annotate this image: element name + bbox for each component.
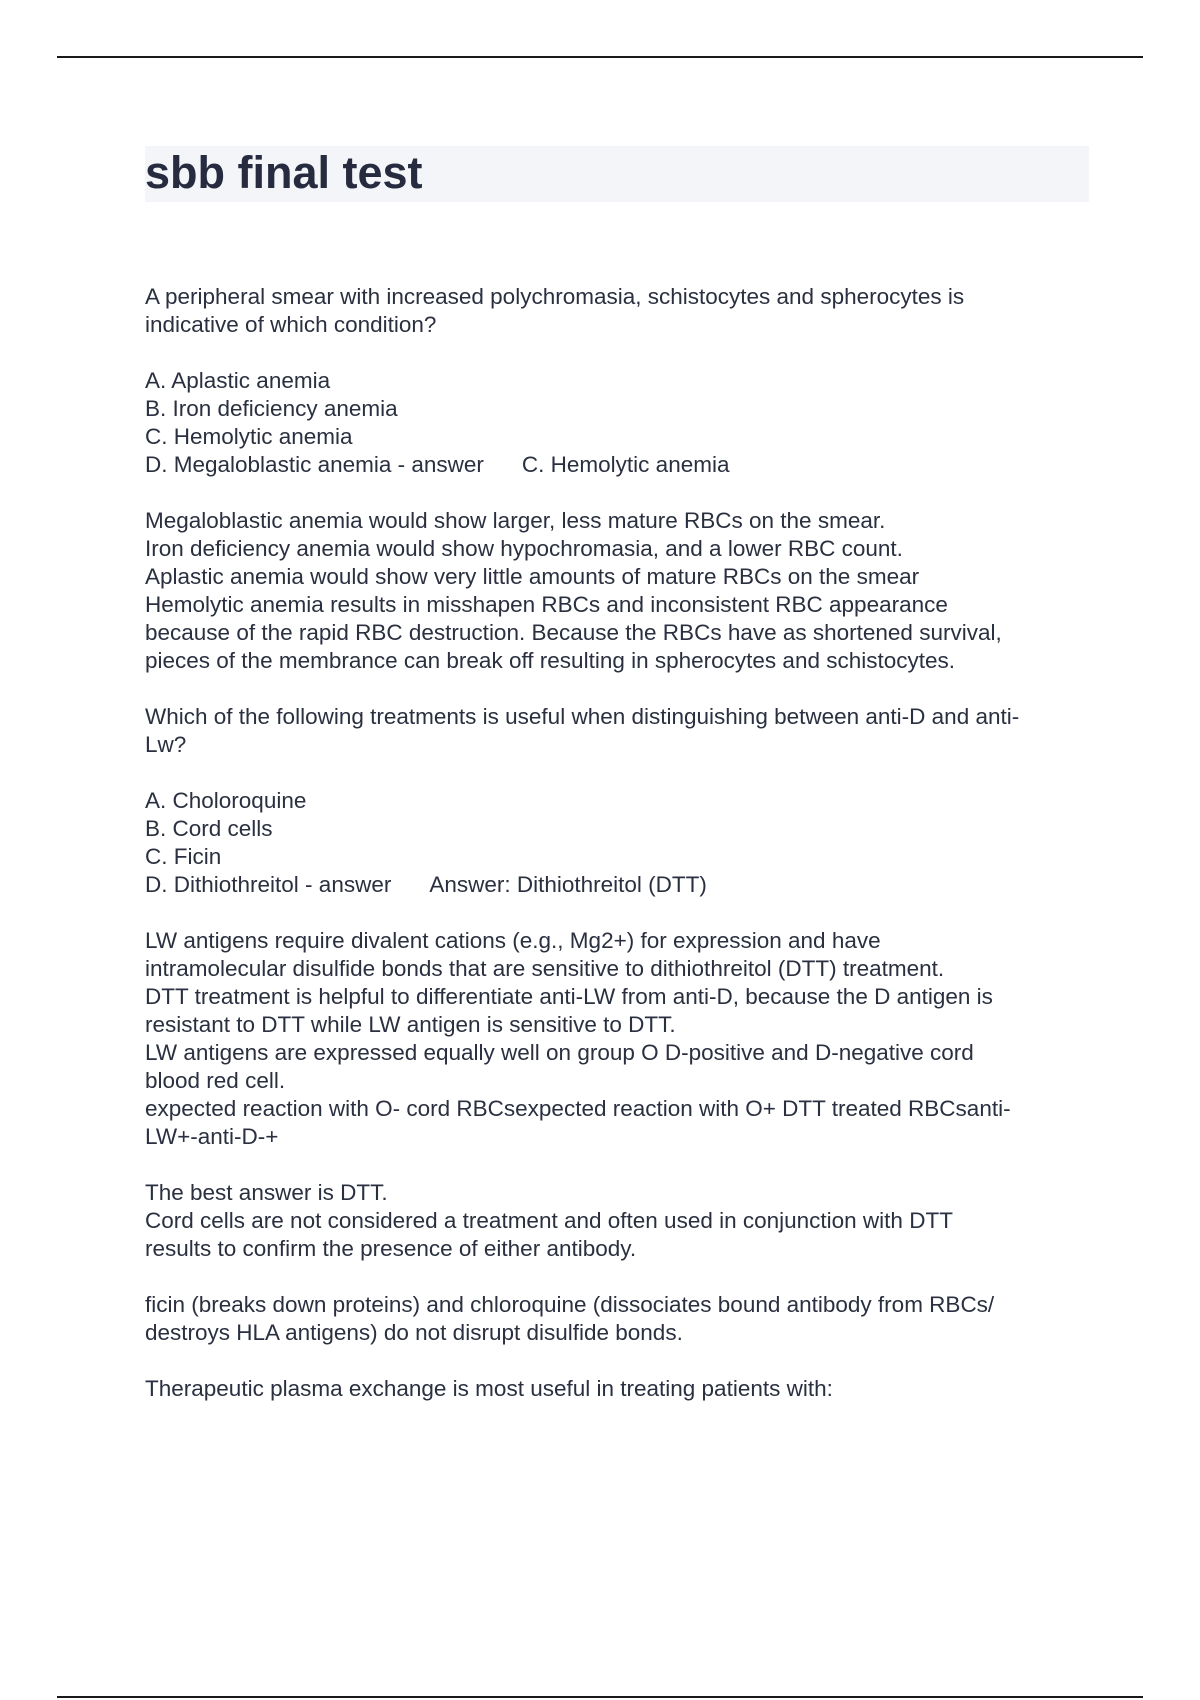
text-line: pieces of the membrance can break off resulting in spherocytes and schistocytes. — [145, 648, 956, 673]
option-d-answer-line — [145, 451, 1090, 479]
text-line: ficin (breaks down proteins) and chloroquine (dissociates bound antibody from RBCs/ — [145, 1292, 995, 1317]
text-line: DTT treatment is helpful to differentiate anti-LW from anti-D, because the D antigen is — [145, 984, 993, 1009]
option-b: B. Cord cells — [145, 816, 273, 841]
page-title: sbb final test — [145, 147, 423, 198]
text-line: Aplastic anemia would show very little amounts of mature RBCs on the smear — [145, 564, 920, 589]
text-line: Therapeutic plasma exchange is most useful in treating patients with: — [145, 1376, 833, 1401]
answer-text: C. Hemolytic anemia — [521, 452, 730, 477]
text-line: results to confirm the presence of either antibody. — [145, 1236, 637, 1261]
option-d-answer-line — [145, 871, 1090, 899]
text-line: indicative of which condition? — [145, 312, 437, 337]
question-2-best-answer — [145, 1179, 1090, 1263]
text-line: LW antigens are expressed equally well on group O D-positive and D-negative cord — [145, 1040, 974, 1065]
top-rule — [57, 56, 1143, 58]
option-a: A. Aplastic anemia — [145, 368, 331, 393]
bottom-rule — [57, 1696, 1143, 1698]
text-line: A peripheral smear with increased polychromasia, schistocytes and spherocytes is — [145, 284, 965, 309]
text-line: Which of the following treatments is useful when distinguishing between anti-D and anti- — [145, 704, 1020, 729]
option-d: D. Dithiothreitol - answer — [145, 872, 392, 897]
text-line: resistant to DTT while LW antigen is sensitive to DTT. — [145, 1012, 676, 1037]
option-a: A. Choloroquine — [145, 788, 307, 813]
option-c: C. Hemolytic anemia — [145, 424, 353, 449]
question-3 — [145, 1375, 1090, 1403]
text-line: Hemolytic anemia results in misshapen RBCs and inconsistent RBC appearance — [145, 592, 948, 617]
question-2-options — [145, 787, 1090, 899]
text-line: because of the rapid RBC destruction. Because the RBCs have as shortened survival, — [145, 620, 1002, 645]
option-d: D. Megaloblastic anemia - answer — [145, 452, 484, 477]
text-line: intramolecular disulfide bonds that are sensitive to dithiothreitol (DTT) treatment. — [145, 956, 945, 981]
document-body — [145, 283, 1090, 1431]
option-b: B. Iron deficiency anemia — [145, 396, 398, 421]
question-1 — [145, 283, 1090, 339]
answer-text: Answer: Dithiothreitol (DTT) — [429, 872, 707, 897]
text-line: expected reaction with O- cord RBCsexpected reaction with O+ DTT treated RBCsanti- — [145, 1096, 1011, 1121]
text-line: blood red cell. — [145, 1068, 286, 1093]
question-2-ficin-note — [145, 1291, 1090, 1347]
option-c: C. Ficin — [145, 844, 222, 869]
question-2-explanation — [145, 927, 1090, 1151]
text-line: Lw? — [145, 732, 187, 757]
question-1-explanation — [145, 507, 1090, 675]
text-line: The best answer is DTT. — [145, 1180, 388, 1205]
text-line: LW antigens require divalent cations (e.g., Mg2+) for expression and have — [145, 928, 881, 953]
text-line: destroys HLA antigens) do not disrupt disulfide bonds. — [145, 1320, 683, 1345]
text-line: Iron deficiency anemia would show hypochromasia, and a lower RBC count. — [145, 536, 903, 561]
question-1-options — [145, 367, 1090, 479]
question-2 — [145, 703, 1090, 759]
text-line: Cord cells are not considered a treatment and often used in conjunction with DTT — [145, 1208, 953, 1233]
text-line: Megaloblastic anemia would show larger, less mature RBCs on the smear. — [145, 508, 886, 533]
text-line: LW+-anti-D-+ — [145, 1124, 279, 1149]
